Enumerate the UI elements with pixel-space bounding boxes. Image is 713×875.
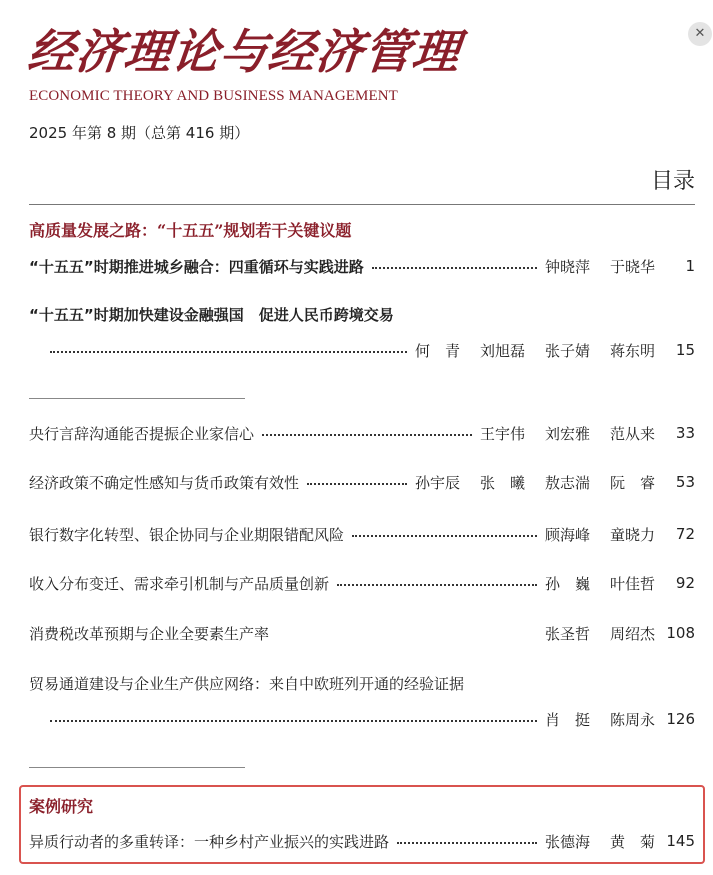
author: 肖 挺: [544, 710, 590, 729]
toc-entry[interactable]: [29, 470, 695, 494]
author: 周绍杰: [609, 624, 655, 643]
author: 范从来: [609, 424, 655, 443]
entry-authors: [545, 573, 655, 594]
author: 孙 巍: [544, 574, 590, 593]
entry-authors: [545, 256, 655, 277]
divider: [29, 398, 245, 399]
dot-leader: [352, 535, 537, 537]
author: 黄 菊: [609, 832, 655, 851]
entry-authors: [415, 340, 655, 361]
author: 王宇伟: [479, 424, 525, 443]
section-title-case: 案例研究: [29, 797, 94, 816]
close-icon[interactable]: ✕: [688, 22, 712, 46]
entry-authors: [545, 709, 655, 730]
author: 张德海: [544, 832, 590, 851]
dot-leader: [262, 434, 472, 436]
journal-subtitle: ECONOMIC THEORY AND BUSINESS MANAGEMENT: [29, 88, 398, 104]
entry-page: 92: [675, 574, 695, 592]
author: 张圣哲: [544, 624, 590, 643]
entry-title: 经济政策不确定性感知与货币政策有效性: [29, 473, 300, 492]
author: 阮 睿: [609, 473, 655, 492]
entry-title: 银行数字化转型、银企协同与企业期限错配风险: [29, 525, 345, 544]
issue-number: 2025 年第 8 期（总第 416 期）: [29, 124, 250, 142]
toc-entry[interactable]: [29, 522, 695, 546]
entry-page: 126: [666, 710, 695, 728]
author: 叶佳哲: [609, 574, 655, 593]
entry-title: “十五五”时期推进城乡融合：四重循环与实践进路: [29, 257, 364, 276]
dot-leader: [307, 483, 407, 485]
entry-title: 异质行动者的多重转译：一种乡村产业振兴的实践进路: [29, 832, 390, 851]
entry-title[interactable]: 贸易通道建设与企业生产供应网络：来自中欧班列开通的经验证据: [29, 675, 465, 693]
toc-entry[interactable]: [29, 421, 695, 445]
toc-entry[interactable]: [50, 707, 695, 731]
author: 张 曦: [479, 473, 525, 492]
entry-authors: [415, 472, 655, 493]
entry-page: 1: [685, 257, 695, 275]
entry-authors: [545, 524, 655, 545]
author: 刘旭磊: [479, 341, 525, 360]
entry-title[interactable]: “十五五”时期加快建设金融强国 促进人民币跨境交易: [29, 306, 394, 324]
entry-title: 消费税改革预期与企业全要素生产率: [29, 624, 270, 643]
toc-entry[interactable]: [29, 621, 695, 645]
toc-entry[interactable]: [29, 829, 695, 853]
toc-entry[interactable]: [50, 338, 695, 362]
toc-entry[interactable]: [29, 254, 695, 278]
divider: [29, 767, 245, 768]
entry-page: 33: [675, 424, 695, 442]
entry-page: 108: [666, 624, 695, 642]
dot-leader: [50, 351, 407, 353]
author: 于晓华: [609, 257, 655, 276]
toc-entry[interactable]: [29, 571, 695, 595]
author: 陈周永: [609, 710, 655, 729]
divider: [29, 204, 695, 205]
dot-leader: [337, 584, 537, 586]
author: 刘宏雅: [544, 424, 590, 443]
entry-authors: [480, 423, 655, 444]
journal-title: 经济理论与经济管理: [25, 25, 463, 80]
dot-leader: [397, 842, 537, 844]
author: 张子婧: [544, 341, 590, 360]
entry-authors: [545, 831, 655, 852]
entry-page: 145: [666, 832, 695, 850]
entry-authors: [545, 623, 655, 644]
author: 钟晓萍: [544, 257, 590, 276]
author: 何 青: [414, 341, 460, 360]
dot-leader: [50, 720, 537, 722]
section-title-special: 高质量发展之路：“十五五”规划若干关键议题: [29, 221, 352, 240]
toc-heading: 目录: [650, 169, 695, 194]
entry-page: 15: [675, 341, 695, 359]
author: 敖志湍: [544, 473, 590, 492]
entry-title: 央行言辞沟通能否提振企业家信心: [29, 424, 255, 443]
entry-title: 收入分布变迁、需求牵引机制与产品质量创新: [29, 574, 330, 593]
dot-leader: [372, 267, 537, 269]
author: 蒋东明: [609, 341, 655, 360]
author: 童晓力: [609, 525, 655, 544]
author: 顾海峰: [544, 525, 590, 544]
dot-leader: [277, 634, 537, 636]
entry-page: 53: [675, 473, 695, 491]
author: 孙宇辰: [414, 473, 460, 492]
entry-page: 72: [675, 525, 695, 543]
